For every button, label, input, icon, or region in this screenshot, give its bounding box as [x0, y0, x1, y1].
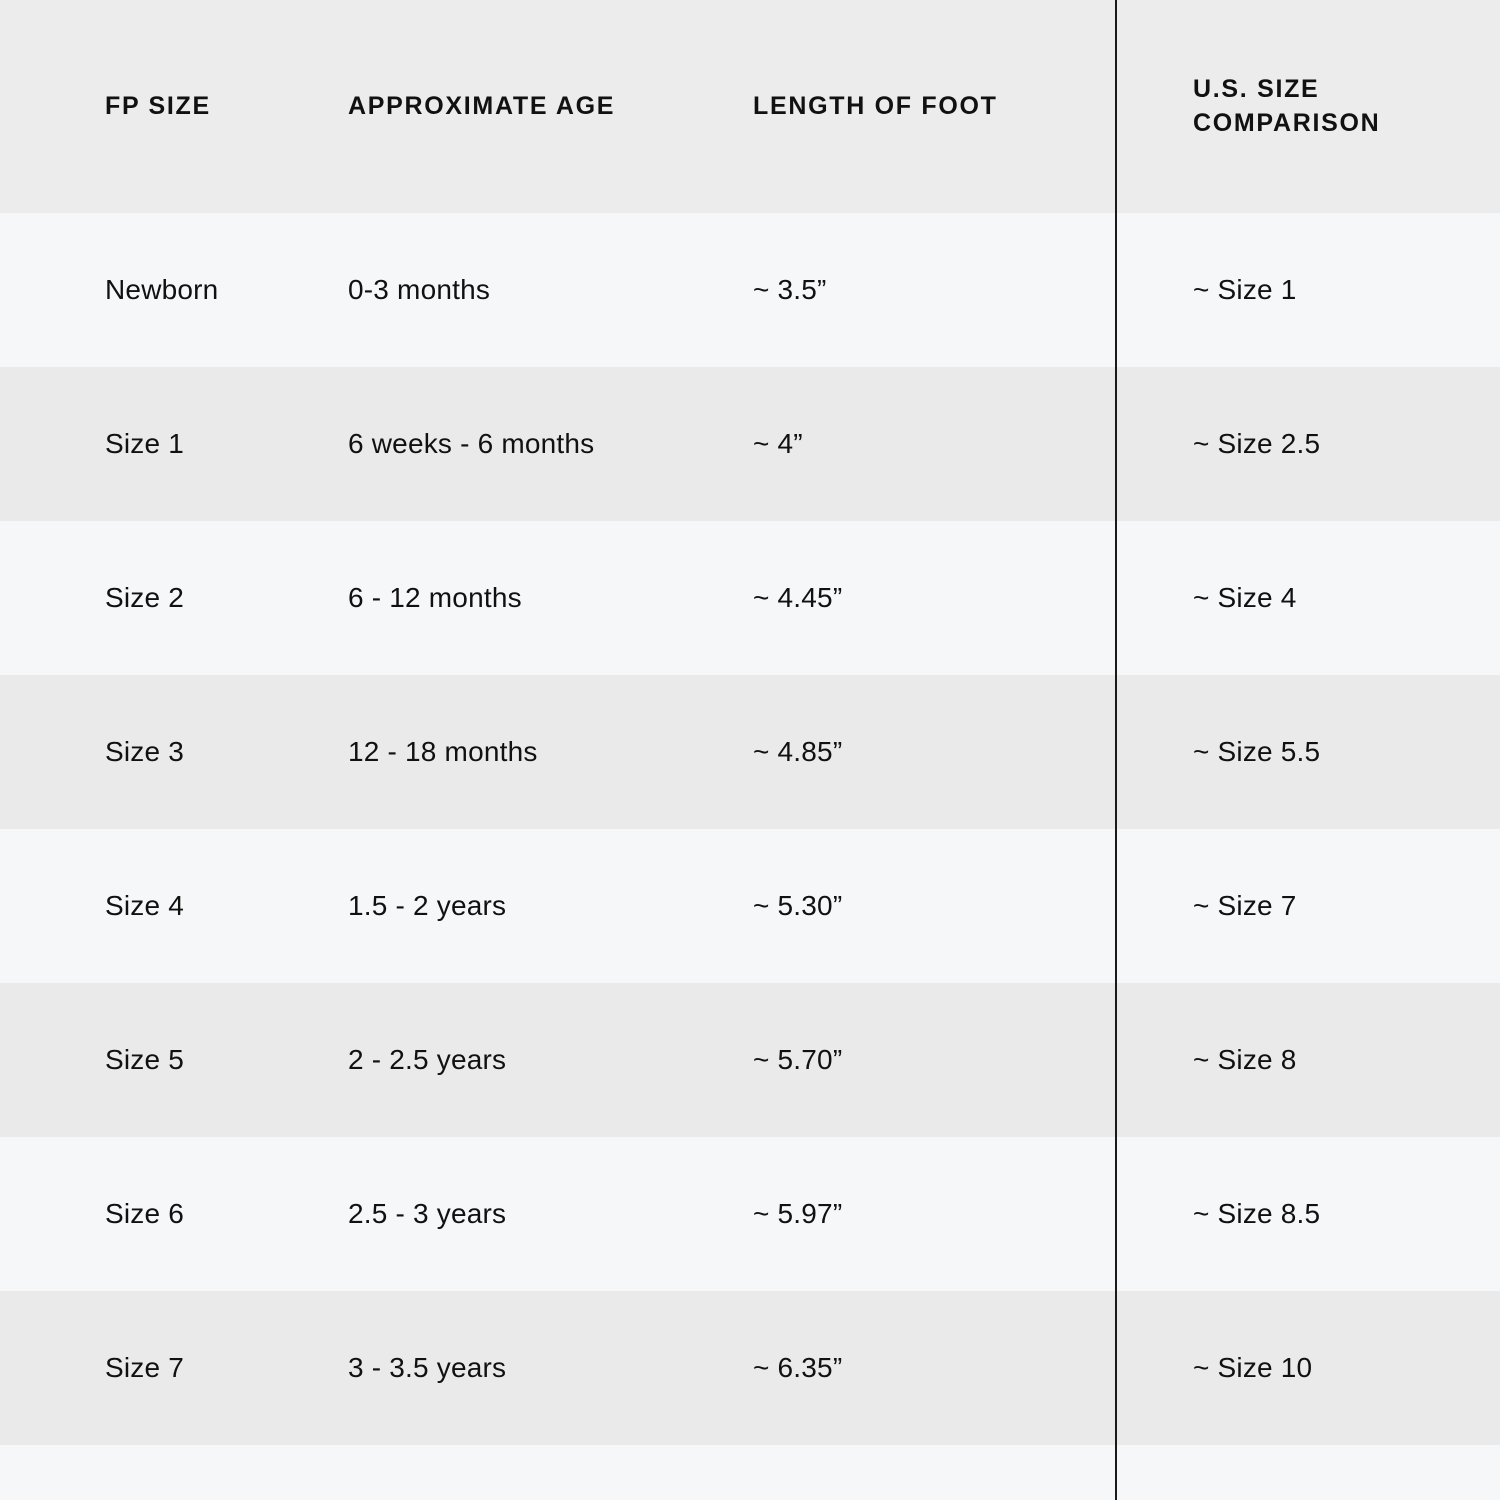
cell-length-of-foot: ~ 4” — [753, 428, 803, 459]
table-row — [0, 675, 1500, 829]
column-header-fp-size: FP SIZE — [105, 91, 211, 120]
cell-us-size: ~ Size 8.5 — [1193, 1198, 1321, 1229]
table-body — [0, 213, 1500, 1445]
cell-fp-size: Size 3 — [105, 736, 185, 767]
column-header-length-of-foot: LENGTH OF FOOT — [753, 91, 998, 120]
cell-us-size: ~ Size 4 — [1193, 582, 1297, 613]
header-row — [0, 0, 1500, 213]
table-row — [0, 829, 1500, 983]
table-row — [0, 983, 1500, 1137]
column-divider — [1115, 0, 1117, 1500]
cell-fp-size: Newborn — [105, 274, 219, 305]
cell-length-of-foot: ~ 4.85” — [753, 736, 843, 767]
column-header-us-line2: COMPARISON — [1193, 108, 1381, 137]
cell-length-of-foot: ~ 5.70” — [753, 1044, 843, 1075]
table-header — [0, 0, 1500, 213]
cell-approximate-age: 12 - 18 months — [348, 736, 538, 767]
table-row — [0, 521, 1500, 675]
cell-fp-size: Size 4 — [105, 890, 185, 921]
table-row — [0, 367, 1500, 521]
cell-fp-size: Size 7 — [105, 1352, 185, 1383]
cell-approximate-age: 6 - 12 months — [348, 582, 522, 613]
cell-us-size: ~ Size 2.5 — [1193, 428, 1321, 459]
cell-length-of-foot: ~ 3.5” — [753, 274, 827, 305]
cell-length-of-foot: ~ 5.97” — [753, 1198, 843, 1229]
cell-us-size: ~ Size 5.5 — [1193, 736, 1321, 767]
cell-fp-size: Size 5 — [105, 1044, 185, 1075]
cell-us-size: ~ Size 10 — [1193, 1352, 1313, 1383]
cell-us-size: ~ Size 8 — [1193, 1044, 1297, 1075]
cell-length-of-foot: ~ 5.30” — [753, 890, 843, 921]
cell-fp-size: Size 2 — [105, 582, 185, 613]
table-row — [0, 213, 1500, 367]
column-header-approximate-age: APPROXIMATE AGE — [348, 91, 616, 120]
cell-approximate-age: 2 - 2.5 years — [348, 1044, 507, 1075]
cell-us-size: ~ Size 7 — [1193, 890, 1297, 921]
table-row — [0, 1137, 1500, 1291]
cell-approximate-age: 0-3 months — [348, 274, 491, 305]
cell-approximate-age: 2.5 - 3 years — [348, 1198, 507, 1229]
column-header-us-size-comparison — [1115, 0, 1500, 213]
cell-approximate-age: 1.5 - 2 years — [348, 890, 507, 921]
table-row — [0, 1291, 1500, 1445]
cell-length-of-foot: ~ 4.45” — [753, 582, 843, 613]
cell-approximate-age: 6 weeks - 6 months — [348, 428, 595, 459]
cell-approximate-age: 3 - 3.5 years — [348, 1352, 507, 1383]
cell-fp-size: Size 1 — [105, 428, 185, 459]
cell-fp-size: Size 6 — [105, 1198, 185, 1229]
cell-length-of-foot: ~ 6.35” — [753, 1352, 843, 1383]
cell-us-size: ~ Size 1 — [1193, 274, 1297, 305]
column-header-us-line1: U.S. SIZE — [1193, 74, 1320, 103]
